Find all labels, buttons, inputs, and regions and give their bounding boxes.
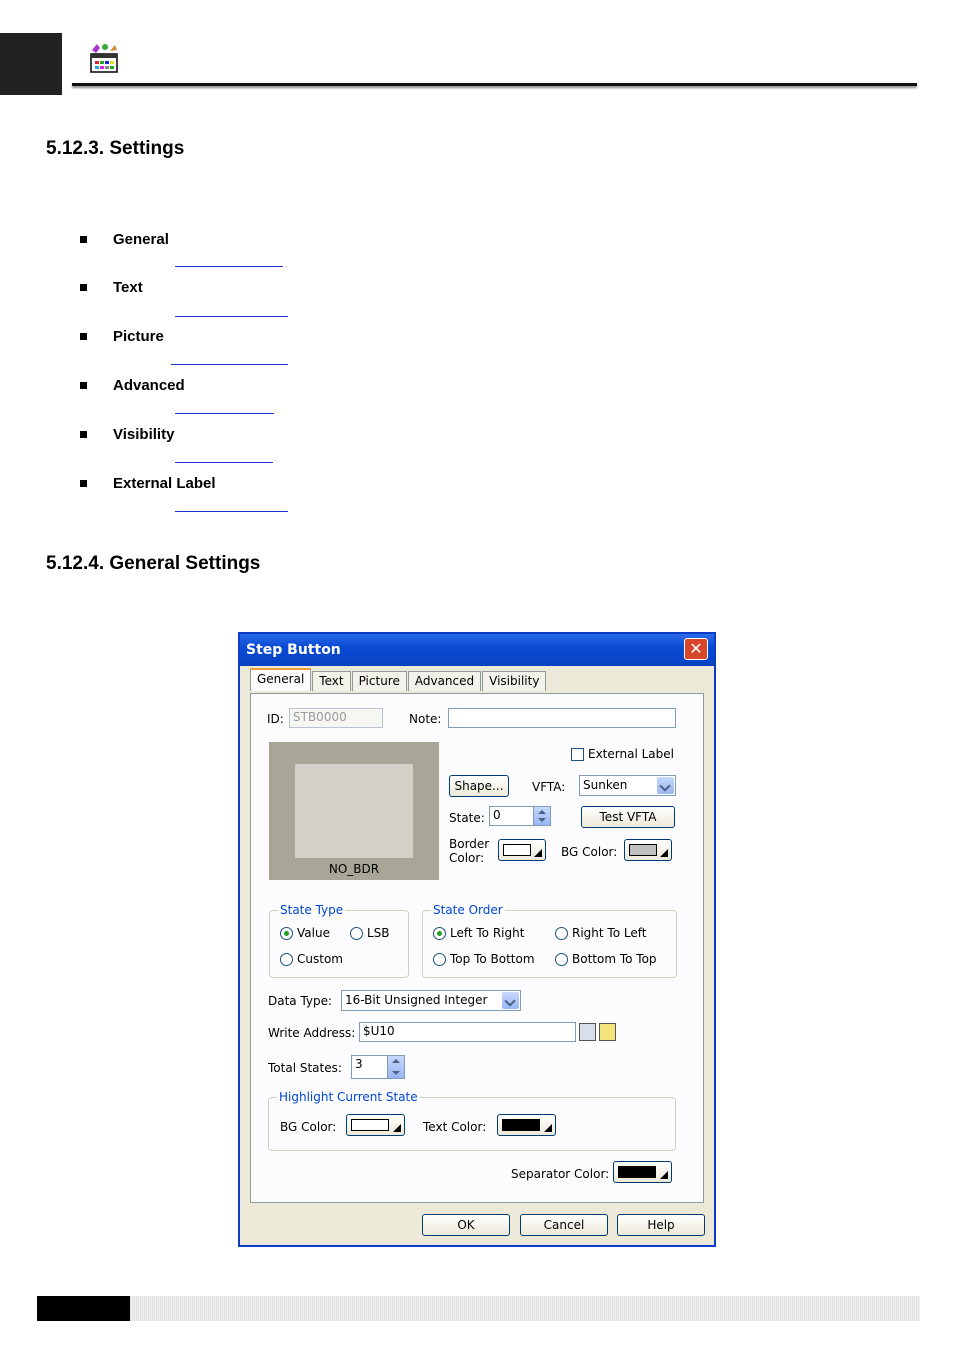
calculator-icon[interactable] (579, 1023, 596, 1041)
radio-button[interactable] (433, 953, 446, 966)
highlight-text-color-button[interactable] (497, 1114, 556, 1136)
radio-right-to-left[interactable] (555, 926, 646, 940)
tab-text[interactable]: Text (312, 671, 350, 691)
radio-custom[interactable] (280, 952, 343, 966)
header-rule (72, 83, 917, 86)
color-swatch (618, 1166, 656, 1178)
radio-button[interactable] (555, 927, 568, 940)
separator-color-button[interactable] (613, 1161, 672, 1183)
border-color-button[interactable] (498, 839, 546, 861)
separator-color-label: Separator Color: (511, 1167, 610, 1181)
preview-shape (295, 764, 413, 858)
radio-top-to-bottom[interactable] (433, 952, 535, 966)
radio-button[interactable] (280, 953, 293, 966)
write-address-label: Write Address: (268, 1026, 356, 1040)
radio-label: Right To Left (572, 926, 647, 940)
footer-bar (130, 1296, 920, 1321)
bullet-icon (80, 284, 87, 291)
settings-list-item-external-label (80, 475, 216, 492)
write-address-field[interactable]: $U10 (359, 1022, 576, 1042)
highlight-bg-color-button[interactable] (346, 1114, 405, 1136)
radio-label: Value (297, 926, 330, 940)
general-link[interactable] (175, 266, 283, 267)
general-tab-panel (250, 693, 704, 1203)
list-item-label: Advanced (113, 377, 185, 394)
footer-page-block (37, 1296, 130, 1321)
radio-button[interactable] (433, 927, 446, 940)
general-settings-section-title: 5.12.4. General Settings (46, 553, 261, 574)
data-type-select[interactable] (341, 990, 521, 1011)
radio-lsb[interactable] (350, 926, 390, 940)
radio-button[interactable] (555, 953, 568, 966)
tab-strip (250, 671, 547, 691)
state-order-group (422, 903, 677, 978)
radio-value[interactable] (280, 926, 330, 940)
state-order-title: State Order (433, 903, 503, 917)
tab-visibility[interactable]: Visibility (482, 671, 546, 691)
color-swatch (351, 1119, 389, 1131)
border-color-label-line2: Color: (449, 851, 485, 865)
border-color-label-line1: Border (449, 837, 490, 851)
highlight-title: Highlight Current State (279, 1090, 418, 1104)
list-item-label: Visibility (113, 426, 175, 443)
bullet-icon (80, 431, 87, 438)
tab-general[interactable]: General (250, 668, 311, 691)
border-color-label (449, 837, 489, 865)
bg-color-label: BG Color: (561, 845, 618, 859)
bullet-icon (80, 333, 87, 340)
radio-label: Bottom To Top (572, 952, 657, 966)
app-logo-icon (88, 42, 120, 74)
bullet-icon (80, 480, 87, 487)
vfta-label: VFTA: (532, 780, 566, 794)
highlight-bg-color-label: BG Color: (280, 1120, 337, 1134)
radio-label: Left To Right (450, 926, 525, 940)
note-label: Note: (409, 712, 442, 726)
list-item-label: External Label (113, 475, 216, 492)
step-button-dialog (238, 632, 716, 1247)
highlight-text-color-label: Text Color: (423, 1120, 487, 1134)
external-label-text: External Label (588, 747, 674, 761)
settings-list-item-general (80, 231, 169, 248)
color-swatch (503, 844, 531, 856)
dropdown-triangle-icon (544, 1124, 552, 1132)
dropdown-triangle-icon (660, 849, 668, 857)
total-states-spin-buttons[interactable] (387, 1056, 404, 1078)
highlight-current-state-group (268, 1090, 676, 1151)
radio-button[interactable] (280, 927, 293, 940)
settings-list-item-picture (80, 328, 164, 345)
help-button[interactable]: Help (617, 1214, 705, 1236)
address-book-icon[interactable] (599, 1023, 616, 1041)
settings-section-title: 5.12.3. Settings (46, 138, 185, 159)
note-field[interactable] (448, 708, 676, 728)
close-icon: ✕ (689, 639, 703, 658)
total-states-stepper[interactable] (351, 1055, 405, 1079)
state-type-title: State Type (280, 903, 344, 917)
external-label-link[interactable] (175, 511, 288, 512)
settings-list-item-visibility (80, 426, 174, 443)
id-field[interactable]: STB0000 (289, 708, 383, 728)
total-states-label: Total States: (268, 1061, 342, 1075)
settings-list-item-text (80, 279, 143, 296)
data-type-value: 16-Bit Unsigned Integer (345, 993, 488, 1007)
data-type-label: Data Type: (268, 994, 333, 1008)
shape-button[interactable]: Shape... (449, 775, 509, 797)
state-type-group (269, 903, 409, 978)
dropdown-triangle-icon (393, 1124, 401, 1132)
cancel-button[interactable]: Cancel (520, 1214, 608, 1236)
list-item-label: Text (113, 279, 143, 296)
radio-label: Custom (297, 952, 343, 966)
dialog-title: Step Button (246, 642, 341, 658)
dropdown-triangle-icon (534, 849, 542, 857)
list-item-label: General (113, 231, 169, 248)
arrow-up-icon[interactable] (392, 1059, 400, 1063)
dialog-title-bar[interactable] (240, 634, 714, 666)
tab-picture[interactable]: Picture (352, 671, 407, 691)
header-corner-block (0, 33, 62, 95)
color-swatch (629, 844, 657, 856)
radio-label: Top To Bottom (450, 952, 535, 966)
arrow-down-icon[interactable] (392, 1071, 400, 1075)
radio-label: LSB (367, 926, 390, 940)
advanced-link[interactable] (175, 413, 274, 414)
state-stepper[interactable] (489, 806, 551, 826)
shape-preview (269, 742, 439, 880)
chevron-down-icon[interactable] (502, 992, 519, 1009)
visibility-link[interactable] (175, 462, 273, 463)
vfta-select[interactable] (579, 775, 676, 796)
external-label-checkbox[interactable] (571, 747, 674, 761)
list-item-label: Picture (113, 328, 164, 345)
bullet-icon (80, 236, 87, 243)
bg-color-button[interactable] (624, 839, 672, 861)
arrow-up-icon[interactable] (538, 810, 546, 814)
color-swatch (502, 1119, 540, 1131)
picture-link[interactable] (171, 364, 288, 365)
close-button[interactable] (684, 638, 708, 660)
radio-button[interactable] (350, 927, 363, 940)
chevron-down-icon[interactable] (657, 777, 674, 794)
dropdown-triangle-icon (660, 1171, 668, 1179)
text-link[interactable] (175, 316, 288, 317)
state-spin-buttons[interactable] (533, 807, 550, 825)
radio-left-to-right[interactable] (433, 926, 524, 940)
state-label: State: (449, 811, 485, 825)
total-states-value: 3 (355, 1057, 363, 1071)
bullet-icon (80, 382, 87, 389)
test-vfta-button[interactable]: Test VFTA (581, 806, 675, 828)
checkbox-box[interactable] (571, 748, 584, 761)
settings-list-item-advanced (80, 377, 185, 394)
state-value: 0 (493, 808, 501, 822)
vfta-value: Sunken (583, 778, 628, 792)
id-label: ID: (267, 712, 284, 726)
ok-button[interactable]: OK (422, 1214, 510, 1236)
preview-label: NO_BDR (328, 862, 380, 876)
tab-advanced[interactable]: Advanced (408, 671, 481, 691)
radio-bottom-to-top[interactable] (555, 952, 657, 966)
arrow-down-icon[interactable] (538, 818, 546, 822)
